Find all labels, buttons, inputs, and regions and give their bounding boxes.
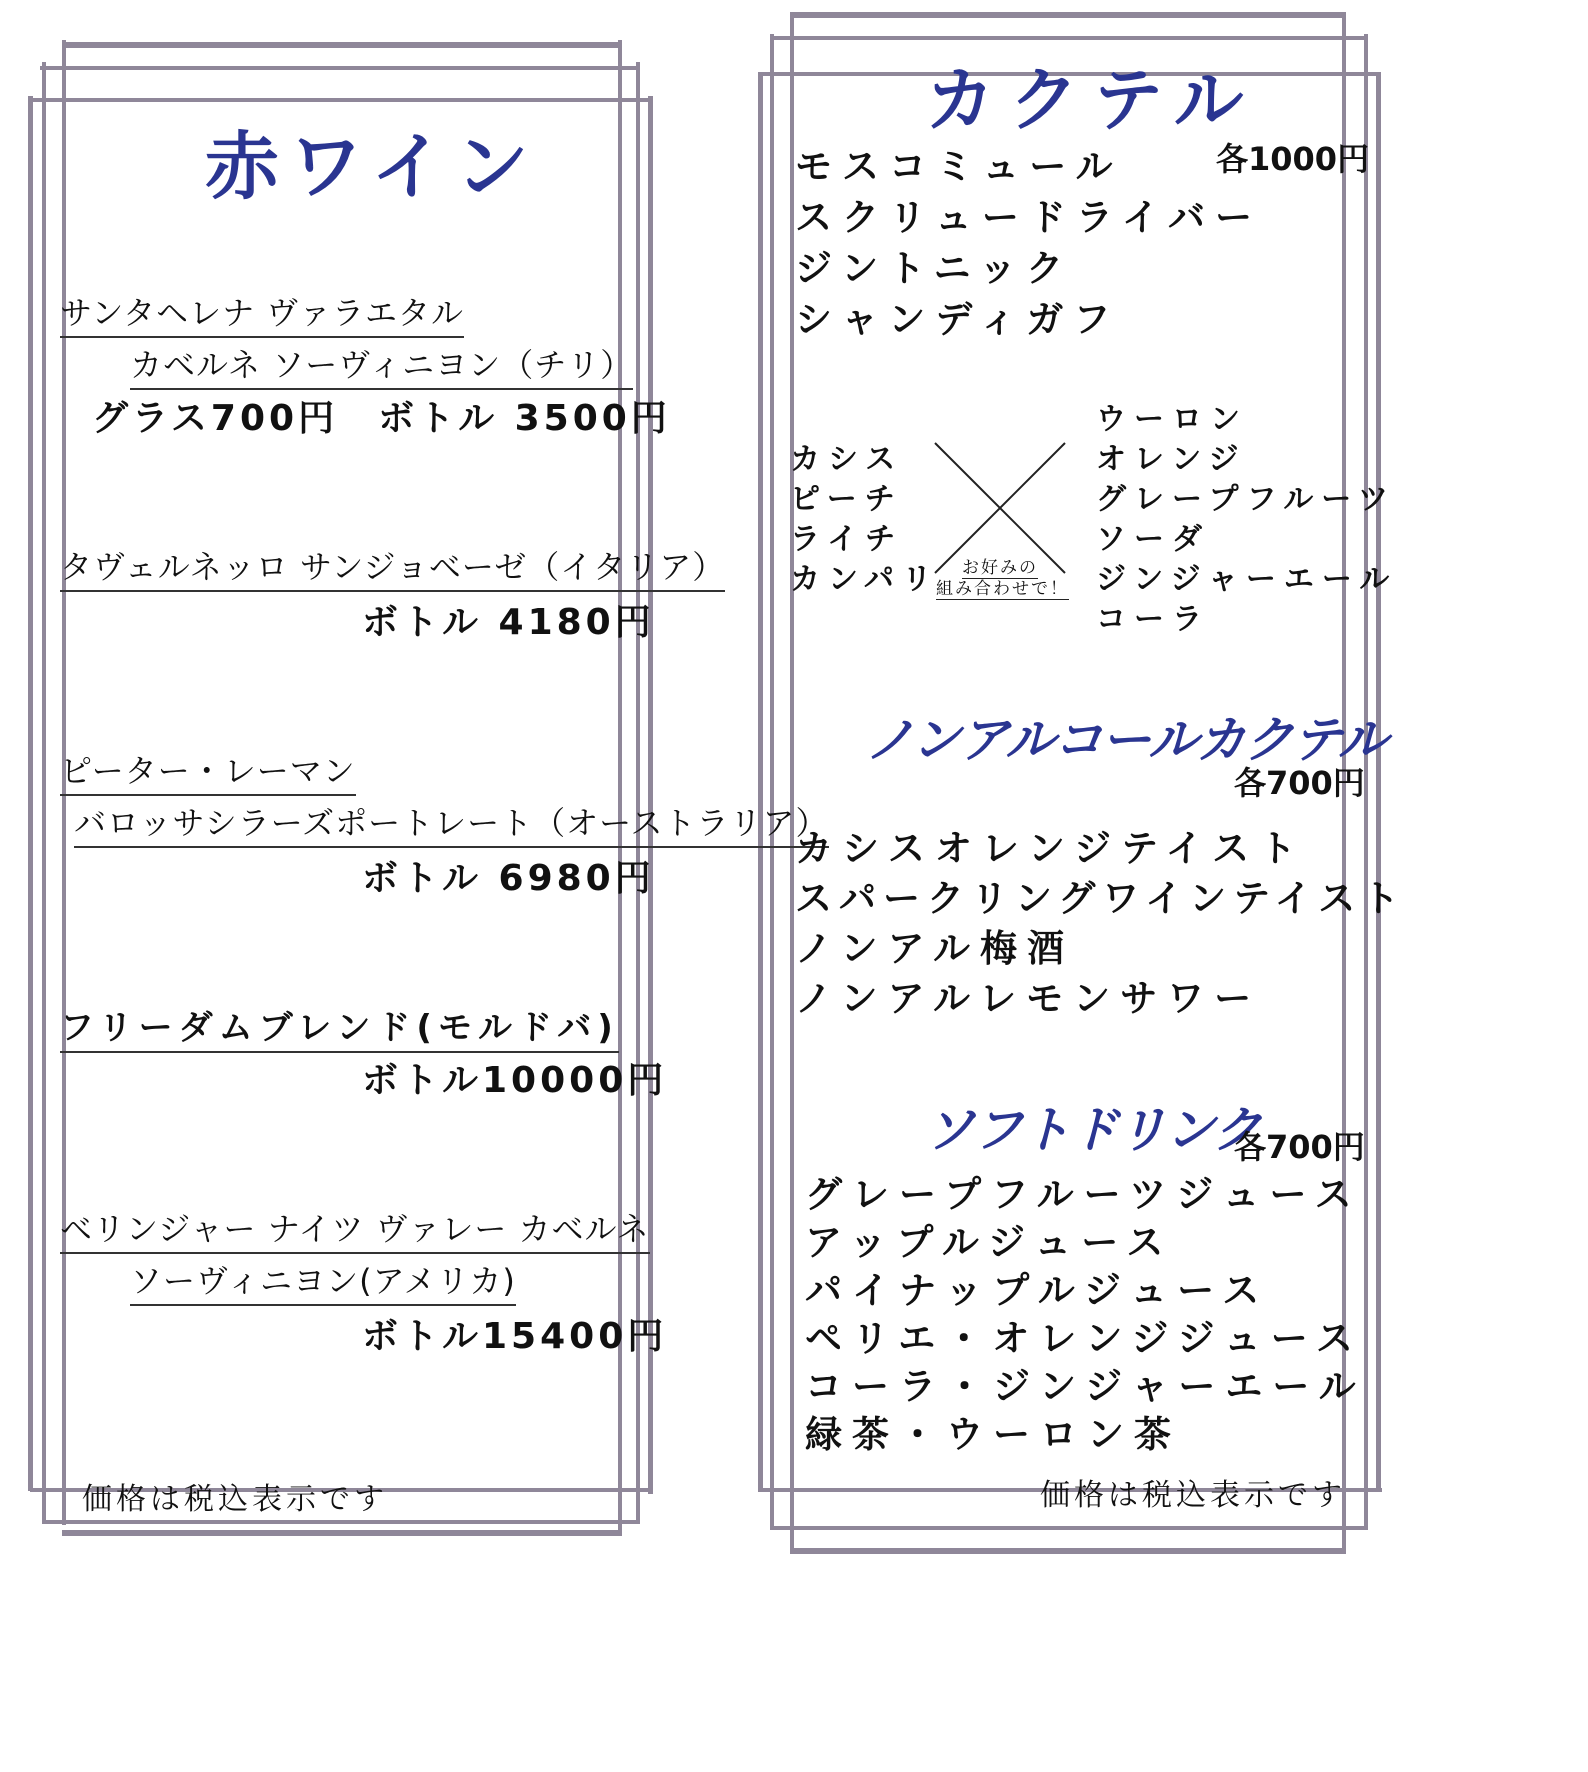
wine-name-line: ピーター・レーマン: [60, 746, 356, 796]
cocktail-item: スクリュードライバー: [795, 196, 1263, 239]
wine-name-line: カベルネ ソーヴィニヨン（チリ）: [130, 340, 633, 390]
soft-drink-item: ペリエ・オレンジジュース: [805, 1317, 1363, 1360]
soft-drink-item: アップルジュース: [805, 1221, 1174, 1264]
mixer-item: オレンジ: [1096, 442, 1247, 477]
non-alcohol-item: ノンアル梅酒: [795, 927, 1075, 970]
red-wine-title: 赤ワイン: [205, 124, 539, 210]
non-alcohol-item: スパークリングワインテイスト: [795, 877, 1407, 920]
soft-drink-item: 緑茶・ウーロン茶: [805, 1413, 1181, 1456]
mixer-item: グレープフルーツ: [1096, 482, 1397, 517]
mixer-item: ウーロン: [1096, 402, 1248, 437]
wine-name-line: ベリンジャー ナイツ ヴァレー カベルネ: [60, 1204, 650, 1254]
wine-price: ボトル10000円: [362, 1060, 668, 1101]
cocktail-title: カクテル: [925, 59, 1258, 141]
soft-drink-item: グレープフルーツジュース: [805, 1173, 1362, 1216]
wine-price: ボトル 4180円: [362, 602, 655, 643]
non-alcohol-title: ノンアルコールカクテル: [865, 711, 1386, 769]
wine-name-line: ソーヴィニヨン(アメリカ): [130, 1256, 516, 1306]
wine-name-line: サンタヘレナ ヴァラエタル: [60, 288, 464, 338]
mixer-item: ソーダ: [1096, 522, 1210, 557]
soft-drink-item: パイナップルジュース: [805, 1269, 1270, 1312]
wine-price: ボトル15400円: [362, 1316, 668, 1357]
non-alcohol-item: カシスオレンジテイスト: [795, 827, 1307, 870]
soft-drink-item: コーラ・ジンジャーエール: [805, 1365, 1366, 1408]
mix-caption-line2: 組み合わせで！: [936, 574, 1069, 600]
tax-note: 価格は税込表示です: [1040, 1478, 1346, 1513]
mixer-item: ジンジャーエール: [1096, 562, 1398, 597]
soft-drink-price: 各700円: [1234, 1128, 1365, 1166]
liqueur-item: カンパリ: [790, 562, 940, 597]
tax-note: 価格は税込表示です: [82, 1482, 388, 1517]
cocktail-price: 各1000円: [1216, 140, 1370, 178]
wine-name-line: タヴェルネッロ サンジョベーゼ（イタリア）: [60, 542, 725, 592]
wine-name-line: バロッサシラーズポートレート（オーストラリア）: [74, 798, 829, 848]
non-alcohol-item: ノンアルレモンサワー: [795, 977, 1262, 1020]
wine-name-line: フリーダムブレンド(モルドバ): [60, 1000, 619, 1053]
mix-caption-line1: お好みの: [962, 553, 1038, 579]
soft-drink-title: ソフトドリンク: [925, 1101, 1260, 1159]
liqueur-item: ライチ: [790, 522, 904, 557]
mixer-item: コーラ: [1096, 602, 1210, 637]
non-alcohol-price: 各700円: [1234, 764, 1365, 802]
liqueur-item: カシス: [790, 442, 904, 477]
cocktail-item: モスコミュール: [795, 145, 1123, 188]
liqueur-item: ピーチ: [790, 482, 903, 517]
wine-price: グラス700円 ボトル 3500円: [92, 398, 671, 439]
cocktail-item: シャンディガフ: [795, 298, 1121, 341]
cocktail-item: ジントニック: [795, 247, 1074, 290]
wine-price: ボトル 6980円: [362, 858, 655, 899]
